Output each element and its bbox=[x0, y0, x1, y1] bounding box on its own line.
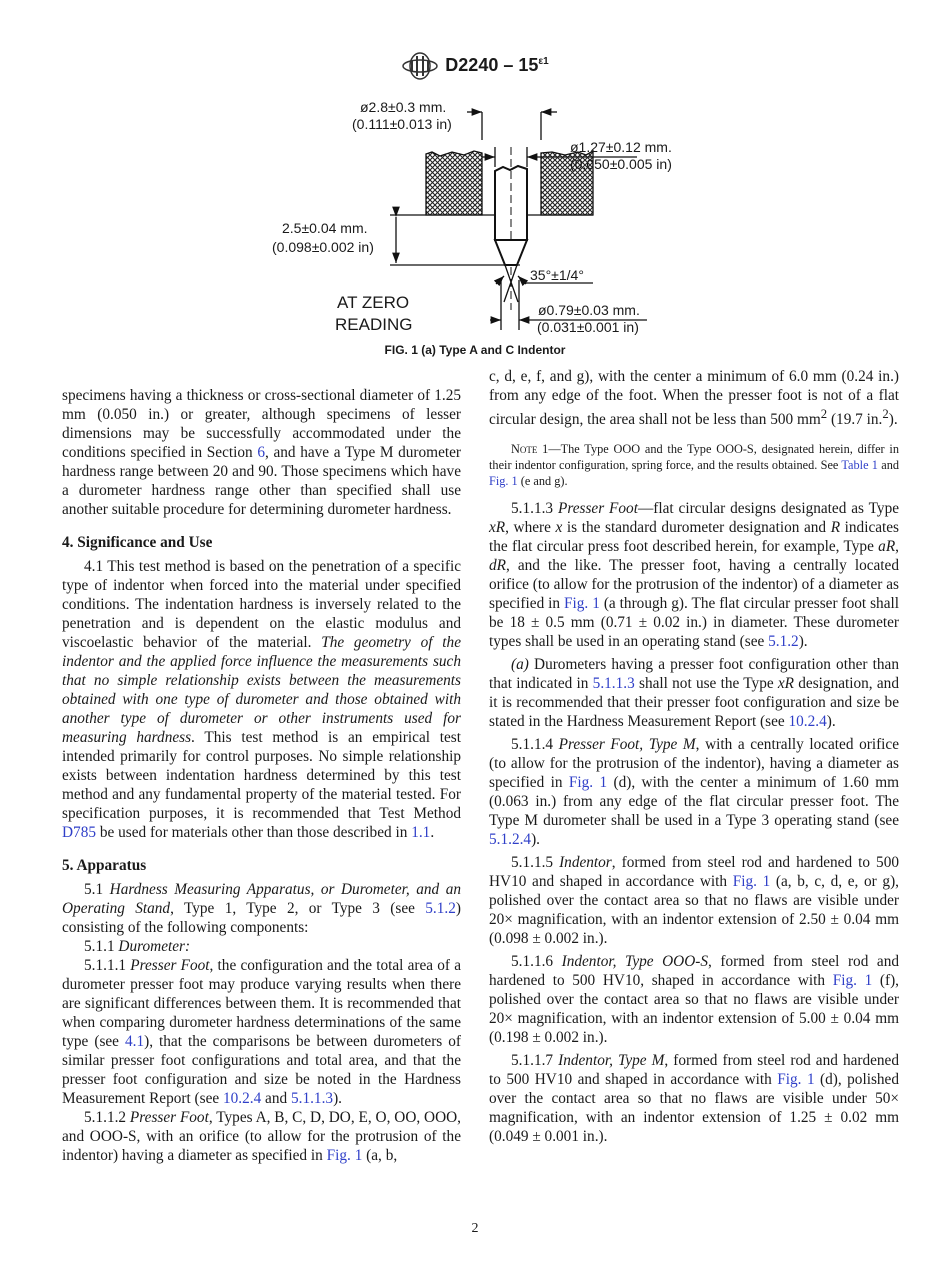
text-run: specimens having a thickness or cross-sectional diameter of 1.25 mm (0.050 in.) or greater, although specimens of lesser dimensions may be successfully accommodated under the conditions specified in Section bbox=[62, 387, 461, 461]
italic-text: xR bbox=[777, 675, 795, 693]
zero-reading-label-1: AT ZERO bbox=[337, 293, 410, 312]
right-column bbox=[489, 367, 899, 1146]
outer-diameter-in-label: (0.111±0.013 in) bbox=[352, 116, 452, 132]
section-heading bbox=[62, 856, 461, 875]
text-run: ) consisting of the following components: bbox=[62, 900, 461, 936]
text-run: , the configuration and the total area of a durometer presser foot may produce varying results when there are significant differences between them. It is recommended that when comparing durometer hardness determinations of the same type (see bbox=[62, 957, 461, 1050]
text-run: Note bbox=[511, 442, 538, 457]
cross-reference-link[interactable]: 4.1 bbox=[124, 1033, 145, 1050]
angle-label: 35°±1/4° bbox=[530, 267, 584, 283]
shaft-diameter-mm-label: ø1.27±0.12 mm. bbox=[570, 139, 672, 155]
italic-text: Indentor, Type M bbox=[558, 1052, 665, 1070]
text-run: designation, and it is recommended that their presser foot configuration and size be stated in the Hardness Measurement Report (see bbox=[489, 675, 899, 731]
text-run: indicates the flat circular press foot described herein, for example, Type bbox=[489, 519, 900, 556]
text-run: ). bbox=[798, 633, 808, 651]
text-run: , formed from steel rod and hardened to 500 HV10 and shaped in accordance with bbox=[489, 1052, 899, 1089]
text-run: Durometers having a presser foot configuration other than that indicated in bbox=[489, 656, 899, 693]
text-run: 5.1.1.4 bbox=[511, 736, 559, 754]
paragraph bbox=[489, 952, 899, 1047]
cross-reference-link[interactable]: 6 bbox=[257, 444, 265, 461]
text-run: (a through g). The flat circular presser foot shall be 18 ± 0.5 mm (0.71 ± 0.02 in.) in diameter. These durometer types shall be used in an operating stand (see bbox=[489, 595, 899, 651]
italic-text: Indentor, Type OOO-S bbox=[561, 953, 709, 971]
text-run: ), that the comparisons be between durometers of similar presser foot configurations and total area, and that the presser foot configuration and size be noted in the Hardness Measurement Report (see bbox=[62, 1033, 461, 1107]
text-run: ). bbox=[826, 713, 836, 731]
superscript: 2 bbox=[820, 407, 828, 421]
text-run: 5.1.1.6 bbox=[511, 953, 562, 971]
page-number: 2 bbox=[471, 1221, 479, 1236]
text-run: 5.1.1.5 bbox=[511, 854, 560, 872]
cross-reference-link[interactable]: 5.1.2 bbox=[425, 900, 456, 917]
text-run: , formed from steel rod and hardened to 500 HV10, shaped in accordance with bbox=[489, 953, 899, 990]
indentor-figure bbox=[260, 80, 680, 340]
section-heading bbox=[62, 533, 461, 552]
text-run: , formed from steel rod and hardened to 500 HV10 and shaped in accordance with bbox=[489, 854, 899, 891]
italic-text: Indentor bbox=[559, 854, 612, 872]
note-paragraph bbox=[489, 441, 899, 489]
text-run: (e and g). bbox=[517, 474, 568, 489]
text-run: , bbox=[895, 538, 899, 556]
housing-left bbox=[426, 151, 482, 215]
paragraph bbox=[489, 499, 899, 651]
cross-reference-link[interactable]: 10.2.4 bbox=[222, 1090, 262, 1107]
cross-reference-link[interactable]: 5.1.1.3 bbox=[290, 1090, 334, 1107]
figure-caption: FIG. 1 (a) Type A and C Indentor bbox=[384, 343, 566, 357]
cross-reference-link[interactable]: Fig. 1 bbox=[568, 774, 608, 792]
text-run: , Types A, B, C, D, DO, E, O, OO, OOO, and OOO-S, with an orifice (to allow for the protrusion of the indentor) having a diameter as specified in bbox=[62, 1109, 462, 1164]
text-run: (a, b, bbox=[362, 1147, 398, 1164]
cross-reference-link[interactable]: 1.1 bbox=[411, 824, 431, 841]
text-run: 5.1.1.7 bbox=[511, 1052, 559, 1070]
text-run: , and have a Type M durometer hardness range between 20 and 90. Those specimens which have a durometer hardness range other than specified shall use another suitable procedure for determining durometer hardness. bbox=[62, 444, 461, 518]
paragraph bbox=[62, 937, 461, 956]
designation-superscript: ε1 bbox=[538, 55, 549, 67]
paragraph bbox=[62, 956, 461, 1108]
text-run: —flat circular designs designated as Type bbox=[637, 500, 900, 518]
page-header bbox=[0, 52, 950, 80]
extension-mm-label: 2.5±0.04 mm. bbox=[282, 220, 368, 236]
text-run: 4.1 This test method is based on the penetration of a specific type of indentor when forced into the material under specified conditions. The indentation hardness is inversely related to the penetration and is dependent on the elastic modulus and viscoelastic behavior of the material. bbox=[62, 558, 461, 651]
text-run: 5.1 bbox=[84, 881, 110, 898]
text-run: c, d, e, f, and g), with the center a minimum of 6.0 mm (0.24 in.) from any edge of the foot. When the presser foot is not of a flat circular design, the area shall not be less than 500 mm bbox=[489, 368, 899, 429]
cross-reference-link[interactable]: 10.2.4 bbox=[788, 713, 827, 731]
cross-reference-link[interactable]: Fig. 1 bbox=[777, 1071, 815, 1089]
italic-text: x bbox=[555, 519, 563, 537]
italic-text: Hardness Measuring Apparatus, or Durometer, and an Operating Stand bbox=[62, 881, 461, 917]
text-run: , with a centrally located orifice (to allow for the protrusion of the indentor), having a diameter as specified in bbox=[489, 736, 899, 792]
cross-reference-link[interactable]: 5.1.2.4 bbox=[489, 831, 532, 849]
text-run: , and the like. The presser foot, having a centrally located orifice (to allow for the protrusion of the indentor) of a diameter as specified in bbox=[489, 557, 899, 613]
italic-text: Presser Foot bbox=[557, 500, 638, 518]
text-run: , Type 1, Type 2, or Type 3 (see bbox=[170, 900, 426, 917]
italic-text: Presser Foot bbox=[129, 1109, 209, 1126]
paragraph bbox=[62, 880, 461, 937]
text-run: 5.1.1.2 bbox=[84, 1109, 130, 1126]
italic-text: R bbox=[830, 519, 841, 537]
text-run: 5.1.1.1 bbox=[84, 957, 131, 974]
text-run: ). bbox=[888, 411, 898, 429]
text-run: (f), polished over the contact area so that no flaws are visible under 20× magnification, with an indentor extension of 5.00 ± 0.04 mm (0.198 ± 0.002 in.). bbox=[489, 972, 900, 1047]
paragraph bbox=[62, 557, 461, 842]
cross-reference-link[interactable]: Fig. 1 bbox=[564, 595, 600, 613]
superscript: 2 bbox=[882, 407, 889, 421]
cross-reference-link[interactable]: D785 bbox=[62, 824, 96, 841]
paragraph bbox=[489, 853, 899, 948]
cross-reference-link[interactable]: Fig. 1 bbox=[832, 972, 873, 990]
text-run: , where bbox=[505, 519, 556, 537]
extension-in-label: (0.098±0.002 in) bbox=[272, 239, 374, 255]
paragraph bbox=[489, 735, 899, 849]
text-run: (d), polished over the contact area so that no flaws are visible under 50× magnification, with an indentor extension of 1.25 ± 0.02 mm (0.049 ± 0.001 in.). bbox=[489, 1071, 899, 1146]
italic-text: Presser Foot, Type M bbox=[558, 736, 696, 754]
paragraph bbox=[62, 386, 461, 519]
left-column bbox=[62, 386, 461, 1165]
paragraph bbox=[62, 1108, 461, 1165]
text-run: and bbox=[877, 458, 899, 473]
outer-diameter-mm-label: ø2.8±0.3 mm. bbox=[360, 99, 447, 115]
shaft-diameter-in-label: (0.050±0.005 in) bbox=[570, 156, 672, 172]
italic-text: xR bbox=[489, 519, 506, 537]
text-run: shall not use the Type bbox=[634, 675, 778, 693]
paragraph bbox=[489, 1051, 899, 1146]
text-run: 5.1.1.3 bbox=[511, 500, 558, 518]
astm-logo-icon bbox=[401, 52, 439, 80]
text-run: 1—The Type OOO and the Type OOO-S, designated herein, differ in their indentor configuration, spring force, and the results obtained. See bbox=[489, 442, 899, 473]
text-run: ). bbox=[531, 831, 540, 849]
text-run: ). bbox=[333, 1090, 342, 1107]
text-run: 5.1.1 bbox=[84, 938, 119, 955]
text-run: (d), with the center a minimum of 1.60 mm (0.063 in.) from any edge of the flat circular presser foot. The Type M durometer shall be used in a Type 3 operating stand (see bbox=[489, 774, 900, 830]
text-run: . bbox=[430, 824, 435, 841]
text-run: and bbox=[261, 1090, 291, 1107]
italic-text: Durometer: bbox=[118, 938, 191, 955]
italic-text: dR bbox=[489, 557, 506, 575]
text-run: be used for materials other than those described in bbox=[96, 824, 412, 841]
cross-reference-link[interactable]: Fig. 1 bbox=[489, 474, 518, 489]
cross-reference-link[interactable]: 5.1.1.3 bbox=[592, 675, 635, 693]
text-run: is the standard durometer designation and bbox=[562, 519, 831, 537]
document-designation: D2240 – 15 bbox=[445, 54, 539, 75]
cross-reference-link[interactable]: 5.1.2 bbox=[768, 633, 799, 651]
text-run: (a, b, c, d, e, or g), polished over the contact area so that no flaws are visible under 20× magnification, with an indentor extension of 2.50 ± 0.04 mm (0.098 ± 0.002 in.). bbox=[489, 873, 899, 948]
text-run: 4. Significance and Use bbox=[62, 534, 213, 551]
cross-reference-link[interactable]: Fig. 1 bbox=[326, 1147, 363, 1164]
paragraph bbox=[489, 655, 899, 731]
cross-reference-link[interactable]: Fig. 1 bbox=[732, 873, 771, 891]
paragraph bbox=[489, 367, 899, 429]
italic-text: Presser Foot bbox=[130, 957, 210, 974]
text-run: 5. Apparatus bbox=[62, 857, 147, 874]
text-run: (19.7 in. bbox=[827, 411, 883, 429]
italic-text: aR bbox=[878, 538, 896, 556]
italic-text: (a) bbox=[511, 656, 529, 674]
zero-reading-label-2: READING bbox=[335, 315, 413, 334]
cross-reference-link[interactable]: Table 1 bbox=[841, 458, 878, 473]
tip-diameter-in-label: (0.031±0.001 in) bbox=[537, 319, 639, 335]
italic-text: The geometry of the indentor and the applied force influence the measurements such that no simple relationship exists between the measurements obtained with one type of durometer and those obtained with another type of durometer or other instruments used for measuring hardness bbox=[62, 634, 461, 746]
tip-diameter-mm-label: ø0.79±0.03 mm. bbox=[538, 302, 640, 318]
text-run: . This test method is an empirical test intended primarily for control purposes. No simple relationship exists between indentation hardness determined by this test method and any fundamental property of the material tested. For specification purposes, it is recommended that Test Method bbox=[62, 729, 461, 822]
